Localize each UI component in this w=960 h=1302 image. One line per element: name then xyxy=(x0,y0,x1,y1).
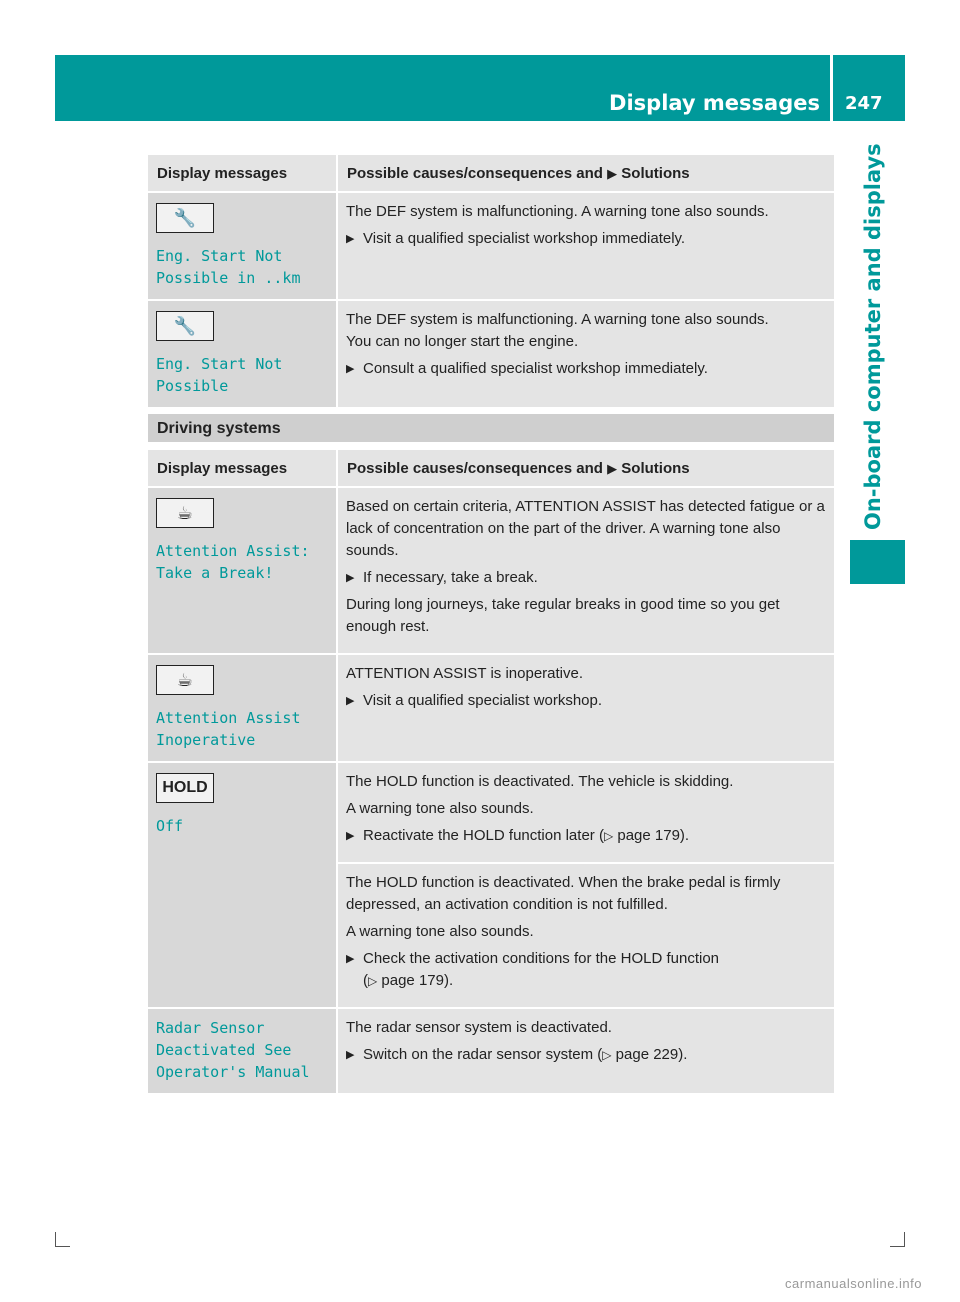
display-message-text: Off xyxy=(156,817,184,835)
step-text: Reactivate the HOLD function later ( xyxy=(363,827,604,844)
column-header: Display messages xyxy=(148,450,337,487)
display-message-text: Attention Assist xyxy=(156,709,301,727)
side-chapter-label: On-board computer and displays xyxy=(861,143,885,530)
column-header-text: Solutions xyxy=(621,164,690,182)
section-heading: Driving systems xyxy=(148,414,834,442)
cause-text: The HOLD function is deactivated. When the brake pedal is firmly depressed, an activation condition is not fulfilled. xyxy=(346,874,781,913)
cause-text: Based on certain criteria, ATTENTION ASSIST has detected fatigue or a lack of concentration on the part of the driver. A warning tone also sounds. xyxy=(346,498,825,559)
cause-text: The DEF system is malfunctioning. A warning tone also sounds. xyxy=(346,311,769,328)
cause-text: A warning tone also sounds. xyxy=(346,800,534,817)
step-text: Check the activation conditions for the HOLD function xyxy=(363,950,720,967)
coffee-cup-icon: ☕ xyxy=(156,498,214,528)
table-row xyxy=(148,300,834,408)
page-header xyxy=(55,55,905,121)
column-header xyxy=(337,450,834,487)
header-divider xyxy=(830,55,833,121)
display-message-text: Possible in ..km xyxy=(156,269,301,287)
cause-text: The radar sensor system is deactivated. xyxy=(346,1019,612,1036)
solution-cell xyxy=(337,654,834,762)
page-ref-icon: ▷ xyxy=(368,974,378,988)
cause-text: You can no longer start the engine. xyxy=(346,333,579,350)
display-message-cell xyxy=(148,1008,337,1094)
solution-step: ▶ If necessary, take a break. xyxy=(346,567,826,589)
page-ref-icon: ▷ xyxy=(603,829,614,843)
column-header-text: Solutions xyxy=(621,459,690,477)
table-row xyxy=(148,192,834,300)
crop-mark xyxy=(890,1232,905,1247)
cause-text: The HOLD function is deactivated. The vehicle is skidding. xyxy=(346,773,734,790)
note-text: During long journeys, take regular breaks in good time so you get enough rest. xyxy=(346,596,780,635)
arrow-right-icon: ▶ xyxy=(607,165,618,181)
solution-cell xyxy=(337,487,834,654)
solution-cell xyxy=(337,863,834,1008)
wrench-icon: 🔧 xyxy=(156,203,214,233)
column-header-text: Possible causes/consequences and xyxy=(347,459,608,477)
cause-text: A warning tone also sounds. xyxy=(346,923,534,940)
step-text: Switch on the radar sensor system ( xyxy=(363,1046,603,1063)
column-header: Display messages xyxy=(148,155,337,192)
column-header-text: Possible causes/consequences and xyxy=(347,164,608,182)
solution-cell xyxy=(337,762,834,863)
step-text: page 179). xyxy=(613,827,690,844)
solution-cell xyxy=(337,300,834,408)
display-message-text: Deactivated See xyxy=(156,1041,292,1059)
table-row xyxy=(148,487,834,654)
table-row xyxy=(148,762,834,863)
display-message-text: Radar Sensor xyxy=(156,1019,265,1037)
crop-mark xyxy=(55,1232,70,1247)
arrow-right-icon: ▶ xyxy=(607,460,618,476)
side-chapter-marker xyxy=(850,540,905,584)
page-ref-icon: ▷ xyxy=(602,1048,612,1062)
solution-step xyxy=(346,948,826,992)
solution-step: ▶ Visit a qualified specialist workshop. xyxy=(346,690,826,712)
solution-step: ▶ Visit a qualified specialist workshop immediately. xyxy=(346,228,826,250)
display-message-cell xyxy=(148,192,337,300)
step-text: page 179). xyxy=(377,972,454,989)
display-message-text: Attention Assist: xyxy=(156,542,310,560)
messages-table-driving-systems xyxy=(148,450,834,1095)
cause-text: ATTENTION ASSIST is inoperative. xyxy=(346,665,584,682)
wrench-icon: 🔧 xyxy=(156,311,214,341)
display-message-cell xyxy=(148,487,337,654)
column-header xyxy=(337,155,834,192)
hold-icon: HOLD xyxy=(156,773,214,803)
solution-step: ▶ Consult a qualified specialist workshop immediately. xyxy=(346,358,826,380)
solution-step xyxy=(346,1044,826,1066)
display-message-text: Possible xyxy=(156,377,229,395)
solution-cell xyxy=(337,1008,834,1094)
display-message-cell xyxy=(148,654,337,762)
display-message-text: Operator's Manual xyxy=(156,1063,310,1081)
display-message-cell xyxy=(148,300,337,408)
watermark: carmanualsonline.info xyxy=(785,1276,922,1291)
step-text: page 229). xyxy=(611,1046,688,1063)
display-message-text: Eng. Start Not xyxy=(156,355,283,373)
messages-table-engine xyxy=(148,155,834,409)
solution-cell xyxy=(337,192,834,300)
step-text: ( xyxy=(363,972,368,989)
table-row xyxy=(148,1008,834,1094)
solution-step xyxy=(346,825,826,847)
display-message-text: Inoperative xyxy=(156,731,256,749)
cause-text: The DEF system is malfunctioning. A warning tone also sounds. xyxy=(346,203,769,220)
header-title: Display messages xyxy=(609,91,820,115)
display-message-text: Take a Break! xyxy=(156,564,274,582)
table-row xyxy=(148,654,834,762)
display-message-text: Eng. Start Not xyxy=(156,247,283,265)
page-number: 247 xyxy=(845,93,883,114)
display-message-cell xyxy=(148,762,337,1008)
coffee-cup-icon: ☕ xyxy=(156,665,214,695)
